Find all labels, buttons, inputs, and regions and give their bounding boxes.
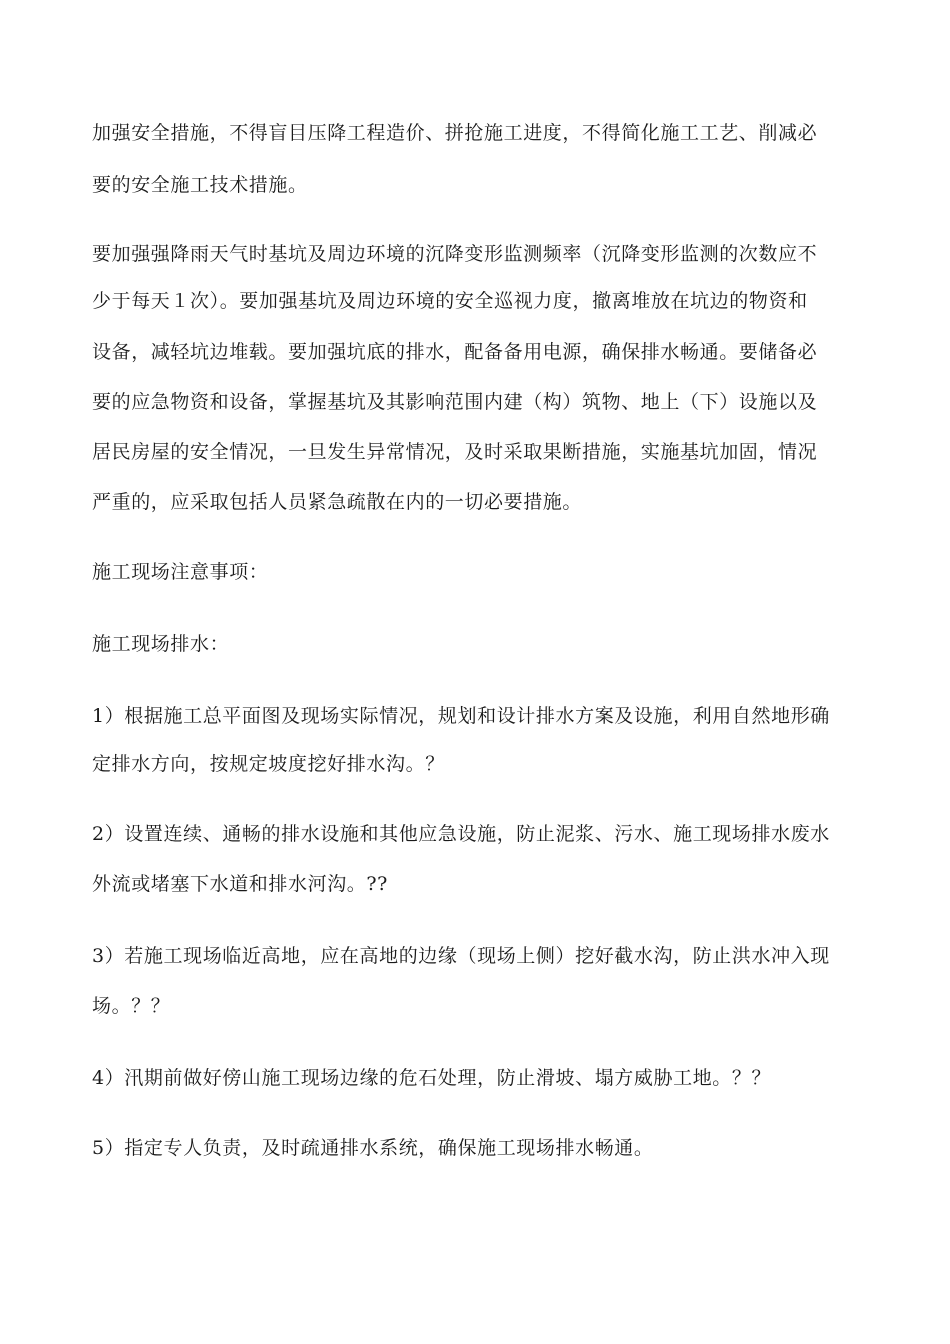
section-heading-site-notes: 施工现场注意事项： — [92, 561, 269, 583]
list-item-2-line-2: 外流或堵塞下水道和排水河沟。?? — [92, 873, 388, 895]
list-item-3-line-2: 场。？？ — [92, 995, 171, 1017]
list-item-1-line-1: 1）根据施工总平面图及现场实际情况，规划和设计排水方案及设施，利用自然地形确 — [92, 705, 830, 727]
paragraph-2-line-5: 居民房屋的安全情况，一旦发生异常情况，及时采取果断措施，实施基坑加固，情况 — [92, 441, 818, 463]
list-item-2-line-1: 2）设置连续、通畅的排水设施和其他应急设施，防止泥浆、污水、施工现场排水废水 — [92, 823, 830, 845]
list-item-3-line-1: 3）若施工现场临近高地，应在高地的边缘（现场上侧）挖好截水沟，防止洪水冲入现 — [92, 945, 830, 967]
paragraph-2-line-2: 少于每天１次）。要加强基坑及周边环境的安全巡视力度，撤离堆放在坑边的物资和 — [92, 290, 808, 312]
paragraph-1-line-2: 要的安全施工技术措施。 — [92, 174, 308, 196]
section-heading-site-drainage: 施工现场排水： — [92, 633, 230, 655]
paragraph-2-line-1: 要加强强降雨天气时基坑及周边环境的沉降变形监测频率（沉降变形监测的次数应不 — [92, 243, 818, 265]
paragraph-2-line-3: 设备，减轻坑边堆载。要加强坑底的排水，配备备用电源，确保排水畅通。要储备必 — [92, 341, 818, 363]
list-item-1-line-2: 定排水方向，按规定坡度挖好排水沟。？ — [92, 753, 445, 775]
list-item-5-line-1: 5）指定专人负责，及时疏通排水系统，确保施工现场排水畅通。 — [92, 1137, 654, 1159]
paragraph-2-line-6: 严重的，应采取包括人员紧急疏散在内的一切必要措施。 — [92, 491, 583, 513]
paragraph-2-line-4: 要的应急物资和设备，掌握基坑及其影响范围内建（构）筑物、地上（下）设施以及 — [92, 391, 818, 413]
paragraph-1-line-1: 加强安全措施，不得盲目压降工程造价、拼抢施工进度，不得简化施工工艺、削减必 — [92, 122, 818, 144]
list-item-4-line-1: 4）汛期前做好傍山施工现场边缘的危石处理，防止滑坡、塌方威胁工地。？？ — [92, 1067, 772, 1089]
